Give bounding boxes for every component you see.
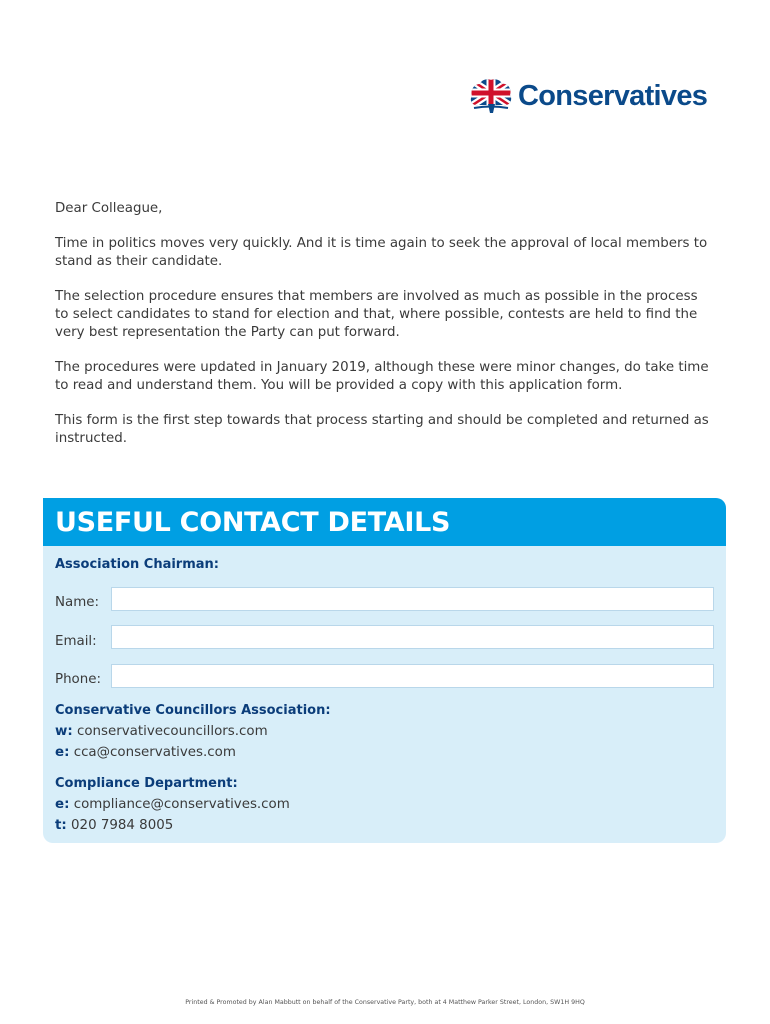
logo-wordmark: Conservatives [518,79,708,112]
letter-paragraph: The selection procedure ensures that members are involved as much as possible in the process to select candidates to stand for election and that, where possible, contests are held to find the very best representation the Party can put forward. [55,289,698,340]
email-field[interactable] [111,625,714,649]
panel-header [43,498,726,546]
compliance-phone [55,818,173,833]
letter-paragraph: This form is the first step towards that process starting and should be completed and returned as instructed. [55,413,709,446]
cca-heading: Conservative Councillors Association: [55,703,331,718]
cca-website-link[interactable]: conservativecouncillors.com [77,724,268,739]
compliance-heading: Compliance Department: [55,776,238,791]
chairman-heading: Association Chairman: [55,557,219,572]
cca-email [55,745,236,760]
oak-tree-union-flag-icon [468,78,514,114]
letter-paragraph: Time in politics moves very quickly. And it is time again to seek the approval of local members to stand as their candidate. [55,236,708,269]
cca-email-link[interactable]: cca@conservatives.com [73,745,236,760]
phone-field[interactable] [111,664,714,688]
conservatives-logo [468,78,707,114]
cca-website [55,724,268,739]
footer-imprint: Printed & Promoted by Alan Mabbutt on behalf of the Conservative Party, both at 4 Matthew Parker Street, London, SW1H 9HQ [185,999,585,1006]
compliance-email [55,797,290,812]
compliance-email-link[interactable]: compliance@conservatives.com [73,797,290,812]
compliance-phone-number: 020 7984 8005 [71,818,174,833]
letter-paragraph: The procedures were updated in January 2019, although these were minor changes, do take time to read and understand them. You will be provided a copy with this application form. [55,360,709,393]
web-prefix: w: [55,724,73,739]
contact-details-panel [43,498,726,843]
phone-prefix: t: [55,818,67,833]
letter-greeting: Dear Colleague, [55,201,163,216]
phone-label: Phone: [55,672,101,687]
name-label: Name: [55,595,100,610]
email-label: Email: [55,634,97,649]
panel-title: USEFUL CONTACT DETAILS [55,507,451,538]
letter-body [55,200,715,465]
name-field[interactable] [111,587,714,611]
email-prefix: e: [55,745,70,760]
email-prefix: e: [55,797,70,812]
